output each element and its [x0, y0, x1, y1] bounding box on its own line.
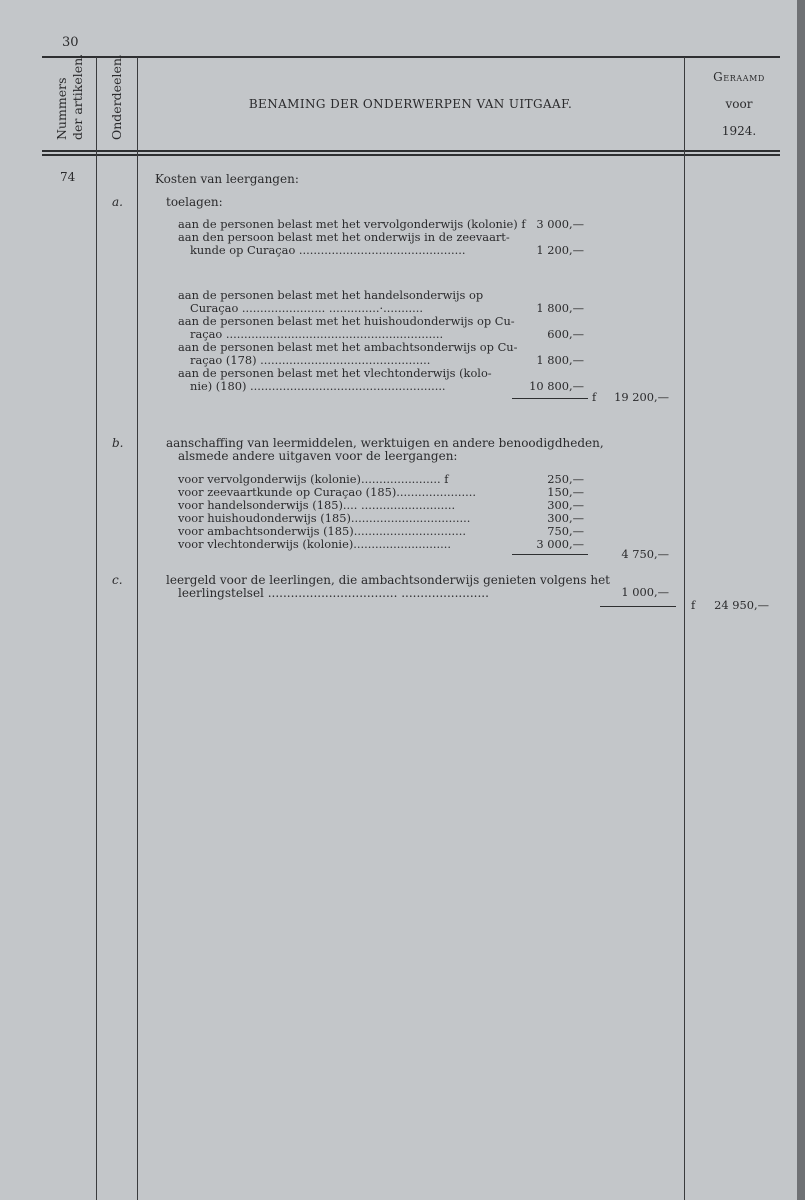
column-divider-2	[137, 57, 138, 1200]
part-a-total: 19 200,—	[614, 390, 669, 404]
part-a-line-10: aan de personen belast met het vlechtonderwijs (kolo-	[178, 366, 492, 380]
part-a-line-7: raçao ............................................................	[190, 327, 444, 341]
header-geraamd: Geraamd	[713, 70, 765, 84]
header-voor: voor	[725, 97, 753, 111]
part-b-item-2-label: voor zeevaartkunde op Curaçao (185)......................	[178, 485, 476, 499]
part-b-item-2-amount: 150,—	[547, 485, 584, 499]
part-b-total: 4 750,—	[621, 547, 669, 561]
part-b-item-5-amount: 750,—	[547, 524, 584, 538]
part-b-title-2: alsmede andere uitgaven voor de leergangen:	[178, 449, 458, 463]
part-b-item-4-label: voor huishoudonderwijs (185).................................	[178, 511, 471, 525]
part-c-line-1: leergeld voor de leerlingen, die ambachtsonderwijs genieten volgens het	[166, 573, 610, 587]
grand-total-prefix: f	[691, 598, 696, 612]
part-b-item-4-amount: 300,—	[547, 511, 584, 525]
part-a-line-5: Curaçao ....................... ..............·...........	[190, 301, 423, 315]
part-b-item-1-label: voor vervolgonderwijs (kolonie)...................... f	[178, 472, 449, 486]
part-c-sum-rule	[600, 606, 676, 607]
grand-total: 24 950,—	[714, 598, 769, 612]
part-c-amount: 1 000,—	[621, 585, 669, 599]
part-c-line-2: leerlingstelsel .................................. .......................	[178, 586, 489, 600]
header-bottom-rule-1	[42, 150, 780, 152]
part-a-amount-6: 10 800,—	[529, 379, 584, 393]
part-a-amount-3: 1 800,—	[536, 301, 584, 315]
part-b-sum-rule	[512, 554, 588, 555]
part-b-title-1: aanschaffing van leermiddelen, werktuigen en andere benoodigdheden,	[166, 436, 604, 450]
part-a-line-8: aan de personen belast met het ambachtsonderwijs op Cu-	[178, 340, 518, 354]
part-b-item-5-label: voor ambachtsonderwijs (185)...............................	[178, 524, 466, 538]
header-benaming: BENAMING DER ONDERWERPEN VAN UITGAAF.	[248, 97, 573, 111]
part-b-item-1-amount: 250,—	[547, 472, 584, 486]
part-a-line-4: aan de personen belast met het handelsonderwijs op	[178, 288, 484, 302]
article-title: Kosten van leergangen:	[155, 172, 299, 186]
part-a-line-11: nie) (180) ......................................................	[190, 379, 446, 393]
part-b-item-3-label: voor handelsonderwijs (185).... ..........................	[178, 498, 456, 512]
page-number: 30	[62, 35, 79, 50]
article-number: 74	[60, 170, 76, 184]
part-a-line-3: kunde op Curaçao ..............................................	[190, 243, 466, 257]
part-a-line-2: aan den persoon belast met het onderwijs in de zeevaart-	[178, 230, 510, 244]
part-a-line-1: aan de personen belast met het vervolgonderwijs (kolonie) f	[178, 217, 526, 231]
part-b-item-3-amount: 300,—	[547, 498, 584, 512]
part-b-item-6-label: voor vlechtonderwijs (kolonie)...........................	[178, 537, 452, 551]
header-nummers-line2: der artikelen.	[70, 53, 85, 140]
part-c-letter: c.	[112, 573, 123, 587]
part-a-amount-1: 3 000,—	[536, 217, 584, 231]
part-b-item-6-amount: 3 000,—	[536, 537, 584, 551]
part-b-letter: b.	[112, 436, 124, 450]
header-nummers-line1: Nummers	[54, 77, 69, 140]
header-bottom-rule-2	[42, 154, 780, 156]
part-a-letter: a.	[112, 195, 123, 209]
header-onderdeelen: Onderdeelen.	[109, 54, 124, 140]
part-a-sum-rule	[512, 398, 588, 399]
header-year: 1924.	[721, 124, 757, 138]
column-divider-1	[96, 57, 97, 1200]
part-a-amount-4: 600,—	[547, 327, 584, 341]
part-a-line-6: aan de personen belast met het huishoudonderwijs op Cu-	[178, 314, 515, 328]
part-a-line-9: raçao (178) ...............................................	[190, 353, 431, 367]
header-top-rule	[42, 56, 780, 58]
part-a-total-prefix: f	[592, 390, 597, 404]
part-a-amount-2: 1 200,—	[536, 243, 584, 257]
part-a-amount-5: 1 800,—	[536, 353, 584, 367]
part-a-label: toelagen:	[166, 195, 223, 209]
column-divider-3	[684, 57, 685, 1200]
